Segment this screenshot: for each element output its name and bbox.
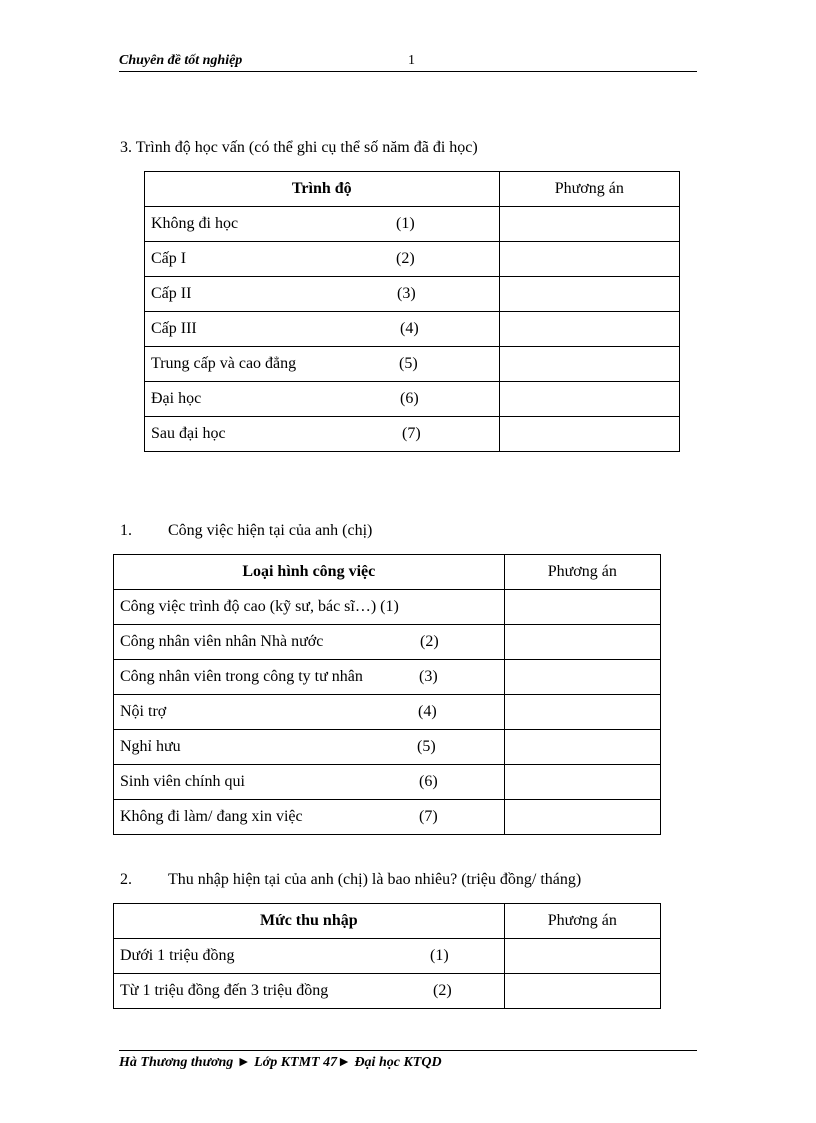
answer-cell[interactable]	[504, 974, 660, 1009]
row-label-cell	[145, 277, 500, 312]
row-label: Trung cấp và cao đẳng	[151, 355, 297, 372]
header-title: Chuyên đề tốt nghiệp	[119, 53, 243, 68]
answer-cell[interactable]	[499, 312, 679, 347]
table-row	[114, 625, 661, 660]
row-code: (5)	[417, 738, 436, 755]
answer-cell[interactable]	[499, 417, 679, 452]
table-row	[145, 417, 680, 452]
table-header-row	[114, 555, 661, 590]
row-code: (2)	[420, 633, 439, 650]
row-code: (3)	[419, 668, 438, 685]
table-row	[114, 730, 661, 765]
row-label-cell	[145, 207, 500, 242]
row-label-cell	[145, 382, 500, 417]
education-table	[144, 171, 680, 452]
income-heading-number: 2.	[120, 871, 132, 888]
table-row	[145, 242, 680, 277]
answer-cell[interactable]	[504, 625, 660, 660]
table-row	[114, 939, 661, 974]
row-code: (4)	[400, 320, 419, 337]
answer-cell[interactable]	[504, 939, 660, 974]
job-heading-number: 1.	[120, 522, 132, 539]
answer-cell[interactable]	[499, 382, 679, 417]
table-row	[114, 695, 661, 730]
column-header-income-level: Mức thu nhập	[114, 904, 505, 939]
row-label-cell	[145, 347, 500, 382]
job-table	[113, 554, 661, 835]
answer-cell[interactable]	[504, 590, 660, 625]
row-label-cell	[114, 660, 505, 695]
row-label: Không đi học	[151, 215, 239, 232]
row-label-cell	[114, 625, 505, 660]
table-header-row	[114, 904, 661, 939]
job-heading-text: Công việc hiện tại của anh (chị)	[168, 522, 373, 539]
answer-cell[interactable]	[499, 347, 679, 382]
row-label: Sinh viên chính qui	[120, 773, 245, 790]
row-label: Cấp II	[151, 285, 192, 302]
row-label: Đại học	[151, 390, 202, 407]
row-code: (1)	[430, 947, 449, 964]
row-label: Nội trợ	[120, 703, 167, 720]
row-label-cell	[114, 695, 505, 730]
page-footer	[119, 1050, 697, 1075]
row-code: (2)	[433, 982, 452, 999]
row-label: Công nhân viên trong công ty tư nhân	[120, 668, 363, 685]
row-label: Cấp I	[151, 250, 187, 267]
answer-cell[interactable]	[504, 765, 660, 800]
row-code: (3)	[397, 285, 416, 302]
row-label: Nghỉ hưu	[120, 738, 181, 755]
row-label-cell	[114, 800, 505, 835]
answer-cell[interactable]	[504, 800, 660, 835]
column-header-level: Trình độ	[145, 172, 500, 207]
row-label-cell	[114, 765, 505, 800]
row-code: (6)	[419, 773, 438, 790]
row-label: Công việc trình độ cao (kỹ sư, bác sĩ…)	[120, 598, 377, 615]
row-code: (5)	[399, 355, 418, 372]
table-row	[114, 974, 661, 1009]
table-row	[145, 277, 680, 312]
column-header-option: Phương án	[499, 172, 679, 207]
income-heading	[120, 871, 581, 889]
row-label: Từ 1 triệu đồng đến 3 triệu đồng	[120, 982, 329, 999]
row-label: Cấp III	[151, 320, 197, 337]
column-header-option: Phương án	[504, 904, 660, 939]
column-header-option: Phương án	[504, 555, 660, 590]
income-heading-text: Thu nhập hiện tại của anh (chị) là bao nhiêu? (triệu đồng/ tháng)	[168, 871, 582, 888]
answer-cell[interactable]	[504, 695, 660, 730]
page-header	[119, 52, 697, 72]
row-code: (7)	[402, 425, 421, 442]
row-label: Công nhân viên nhân Nhà nước	[120, 633, 324, 650]
job-heading	[120, 522, 372, 540]
table-row	[114, 800, 661, 835]
row-code: (1)	[380, 598, 399, 615]
row-label-cell	[145, 312, 500, 347]
answer-cell[interactable]	[504, 730, 660, 765]
row-label-cell	[114, 590, 505, 625]
answer-cell[interactable]	[499, 277, 679, 312]
row-label-cell	[145, 242, 500, 277]
row-code: (2)	[396, 250, 415, 267]
answer-cell[interactable]	[504, 660, 660, 695]
row-label-cell	[114, 730, 505, 765]
row-label: Sau đại học	[151, 425, 226, 442]
row-code: (6)	[400, 390, 419, 407]
row-label-cell	[145, 417, 500, 452]
table-row	[145, 382, 680, 417]
table-row	[114, 765, 661, 800]
table-row	[145, 312, 680, 347]
row-label: Không đi làm/ đang xin việc	[120, 808, 303, 825]
page-number: 1	[408, 53, 415, 68]
income-table	[113, 903, 661, 1009]
education-heading: 3. Trình độ học vấn (có thể ghi cụ thể số năm đã đi học)	[120, 139, 478, 156]
row-label: Dưới 1 triệu đồng	[120, 947, 235, 964]
answer-cell[interactable]	[499, 207, 679, 242]
table-row	[145, 207, 680, 242]
row-label-cell	[114, 939, 505, 974]
row-code: (1)	[396, 215, 415, 232]
table-row	[114, 660, 661, 695]
row-code: (7)	[419, 808, 438, 825]
column-header-job-type: Loại hình công việc	[114, 555, 505, 590]
row-label-cell	[114, 974, 505, 1009]
row-code: (4)	[418, 703, 437, 720]
footer-text: Hà Thương thương ► Lớp KTMT 47► Đại học KTQD	[119, 1055, 442, 1070]
table-row	[114, 590, 661, 625]
table-header-row	[145, 172, 680, 207]
table-row	[145, 347, 680, 382]
answer-cell[interactable]	[499, 242, 679, 277]
